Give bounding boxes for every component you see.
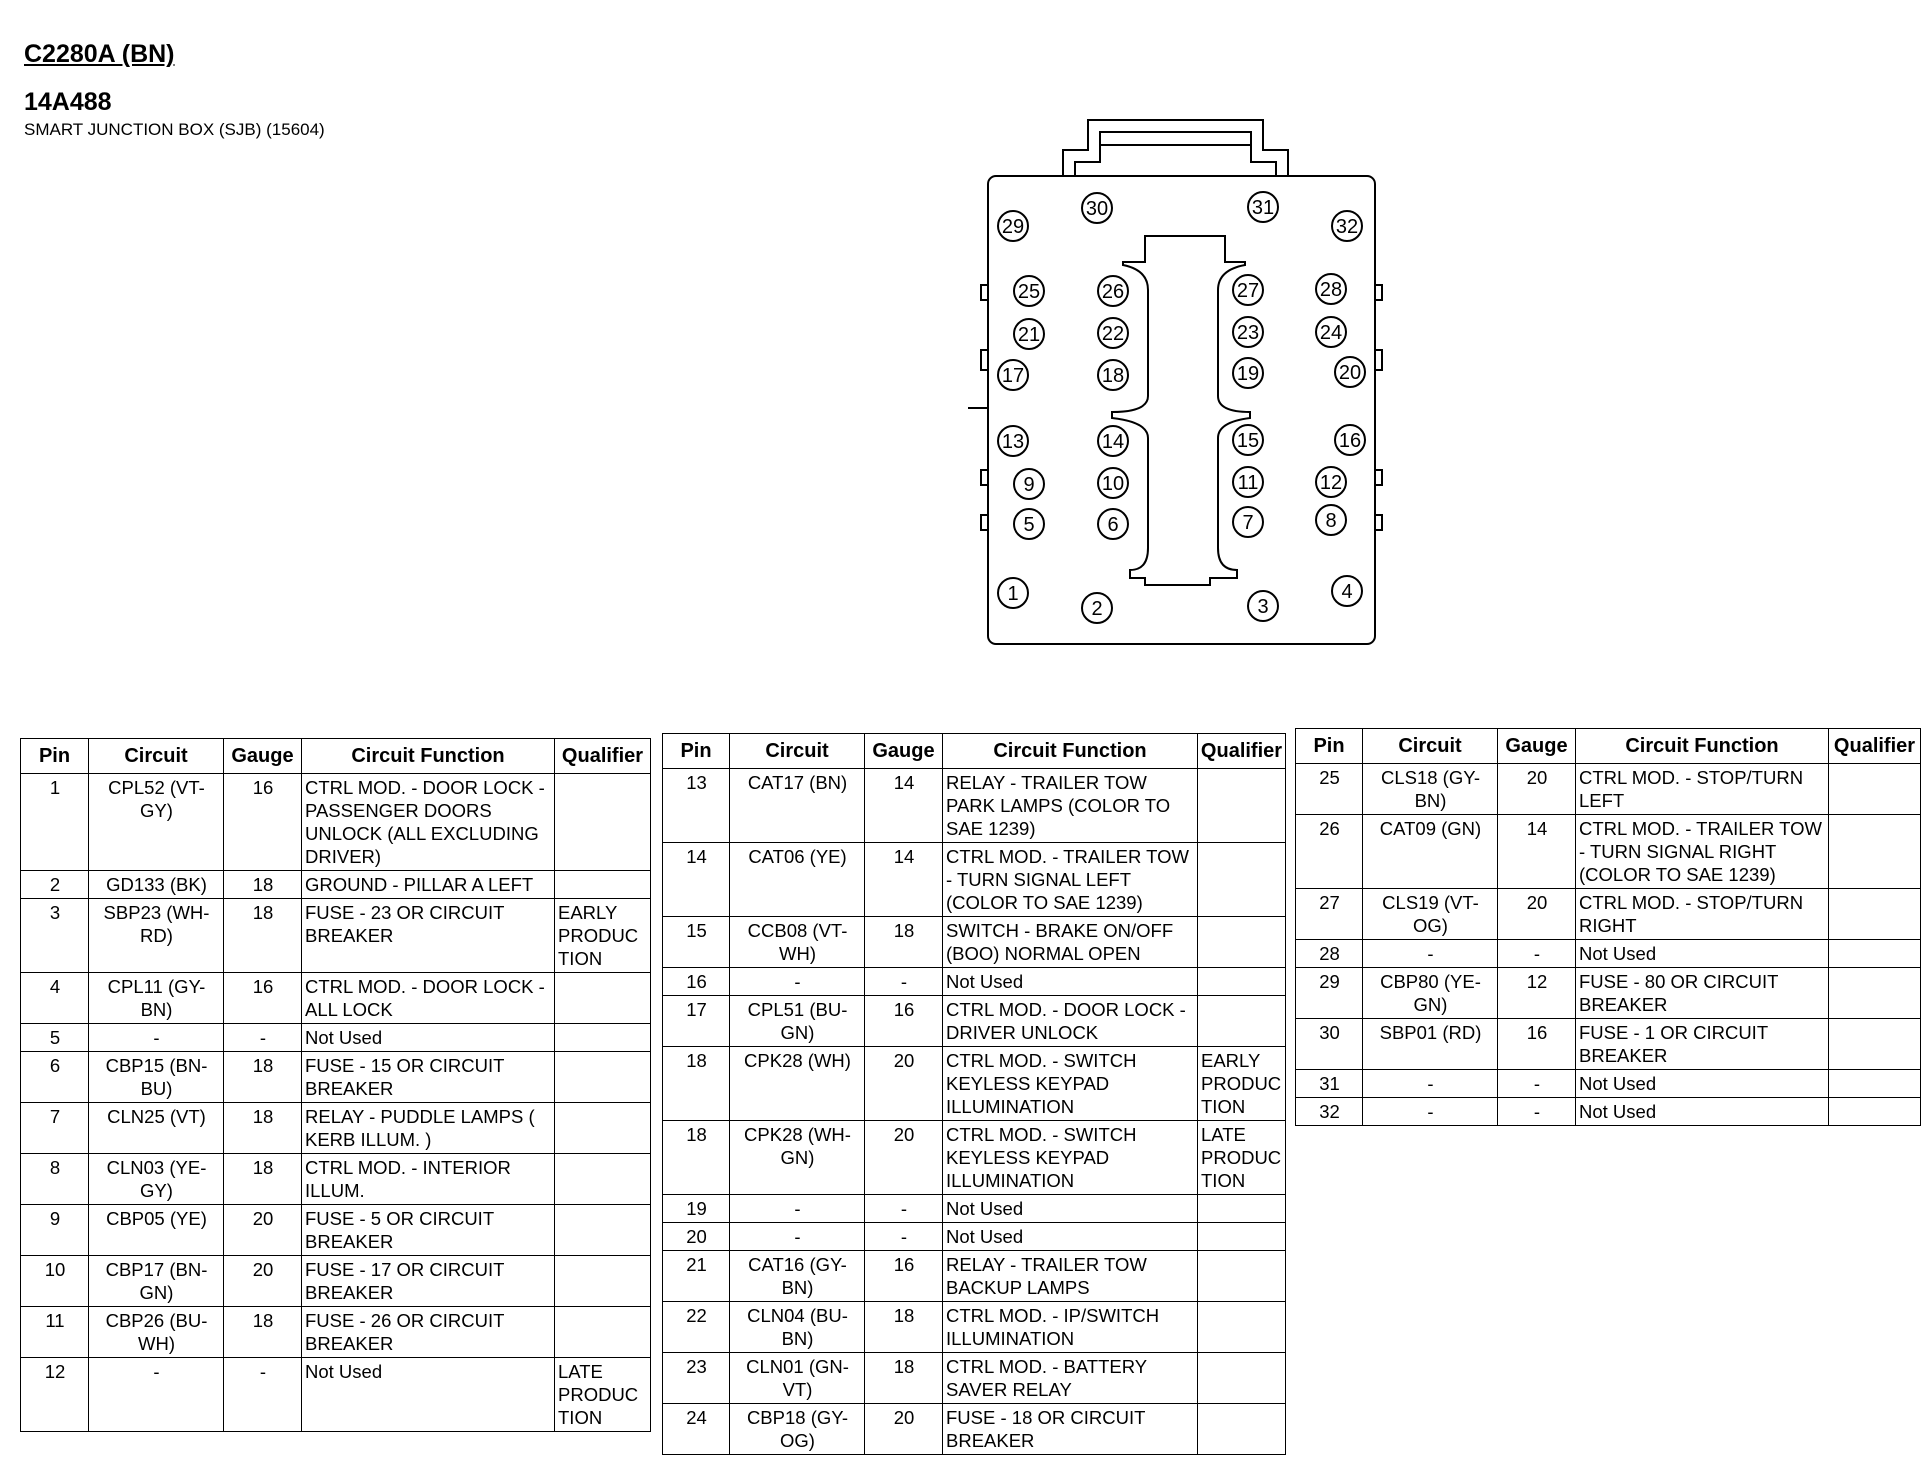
function-cell: CTRL MOD. - STOP/TURN RIGHT xyxy=(1576,889,1829,940)
circuit-cell: CAT09 (GN) xyxy=(1363,815,1498,889)
pin-cell: 1 xyxy=(21,774,89,871)
col-header-gauge: Gauge xyxy=(1498,729,1576,764)
circuit-cell: - xyxy=(730,1195,865,1223)
pin-number-label: 20 xyxy=(1338,362,1362,384)
pin-cell: 24 xyxy=(663,1404,730,1455)
col-header-function: Circuit Function xyxy=(1576,729,1829,764)
pin-cell: 18 xyxy=(663,1047,730,1121)
pin-number-label: 26 xyxy=(1101,281,1125,303)
function-cell: SWITCH - BRAKE ON/OFF (BOO) NORMAL OPEN xyxy=(943,917,1198,968)
pin-2-circle xyxy=(1082,593,1112,623)
pin-cell: 31 xyxy=(1296,1070,1363,1098)
pin-number-label: 5 xyxy=(1023,514,1035,536)
gauge-cell: 16 xyxy=(865,1251,943,1302)
pin-number-label: 31 xyxy=(1251,197,1275,219)
qualifier-cell xyxy=(1829,1070,1921,1098)
pin-cell: 28 xyxy=(1296,940,1363,968)
circuit-cell: SBP23 (WH-RD) xyxy=(89,899,224,973)
function-cell: CTRL MOD. - STOP/TURN LEFT xyxy=(1576,764,1829,815)
qualifier-cell xyxy=(1829,889,1921,940)
gauge-cell: - xyxy=(224,1024,302,1052)
pin-32-circle xyxy=(1332,211,1362,241)
qualifier-cell xyxy=(1198,996,1286,1047)
pin-cell: 26 xyxy=(1296,815,1363,889)
gauge-cell: 20 xyxy=(1498,889,1576,940)
circuit-cell: CBP15 (BN-BU) xyxy=(89,1052,224,1103)
gauge-cell: 16 xyxy=(865,996,943,1047)
table-row xyxy=(21,1256,651,1307)
qualifier-cell xyxy=(1829,940,1921,968)
gauge-cell: 18 xyxy=(224,1154,302,1205)
col-header-gauge: Gauge xyxy=(865,734,943,769)
pin-number-label: 24 xyxy=(1319,322,1343,344)
table-row xyxy=(663,1404,1286,1455)
table-row xyxy=(1296,1098,1921,1126)
qualifier-cell xyxy=(555,1307,651,1358)
circuit-cell: CBP05 (YE) xyxy=(89,1205,224,1256)
pin-10-circle xyxy=(1098,468,1128,498)
circuit-cell: CLN01 (GN-VT) xyxy=(730,1353,865,1404)
col-header-circuit: Circuit xyxy=(89,739,224,774)
function-cell: FUSE - 26 OR CIRCUIT BREAKER xyxy=(302,1307,555,1358)
pin-number-label: 11 xyxy=(1237,472,1259,494)
pin-cell: 9 xyxy=(21,1205,89,1256)
qualifier-cell xyxy=(1198,843,1286,917)
gauge-cell: 14 xyxy=(865,769,943,843)
pin-cell: 30 xyxy=(1296,1019,1363,1070)
circuit-cell: CLN03 (YE-GY) xyxy=(89,1154,224,1205)
table-row xyxy=(663,1121,1286,1195)
pin-8-circle xyxy=(1316,505,1346,535)
pin-9-circle xyxy=(1014,469,1044,499)
circuit-cell: CAT17 (BN) xyxy=(730,769,865,843)
pin-number-label: 8 xyxy=(1325,510,1337,532)
table-row xyxy=(663,968,1286,996)
pin-cell: 29 xyxy=(1296,968,1363,1019)
pin-cell: 4 xyxy=(21,973,89,1024)
pin-cell: 7 xyxy=(21,1103,89,1154)
connector-id: C2280A (BN) xyxy=(24,40,175,68)
pin-17-circle xyxy=(998,360,1028,390)
function-cell: Not Used xyxy=(1576,1098,1829,1126)
table-row xyxy=(663,1251,1286,1302)
pin-18-circle xyxy=(1098,360,1128,390)
qualifier-cell: LATE PRODUC TION xyxy=(555,1358,651,1432)
qualifier-cell: LATE PRODUC TION xyxy=(1198,1121,1286,1195)
circuit-cell: CCB08 (VT-WH) xyxy=(730,917,865,968)
function-cell: CTRL MOD. - IP/SWITCH ILLUMINATION xyxy=(943,1302,1198,1353)
pin-number-label: 14 xyxy=(1101,431,1125,453)
pinout-table-2 xyxy=(662,733,1286,1455)
circuit-cell: CBP18 (GY-OG) xyxy=(730,1404,865,1455)
pin-cell: 5 xyxy=(21,1024,89,1052)
table-row xyxy=(663,769,1286,843)
pin-23-circle xyxy=(1233,317,1263,347)
pin-number-label: 2 xyxy=(1091,598,1103,620)
pin-number-label: 10 xyxy=(1101,473,1125,495)
circuit-cell: CAT06 (YE) xyxy=(730,843,865,917)
pin-cell: 19 xyxy=(663,1195,730,1223)
gauge-cell: - xyxy=(865,1223,943,1251)
pin-19-circle xyxy=(1233,358,1263,388)
table-row xyxy=(21,871,651,899)
pin-cell: 25 xyxy=(1296,764,1363,815)
gauge-cell: - xyxy=(1498,1070,1576,1098)
connector-body xyxy=(988,176,1375,644)
pin-12-circle xyxy=(1316,467,1346,497)
gauge-cell: 14 xyxy=(1498,815,1576,889)
pin-cell: 3 xyxy=(21,899,89,973)
pin-5-circle xyxy=(1014,509,1044,539)
pin-13-circle xyxy=(998,426,1028,456)
qualifier-cell xyxy=(555,1154,651,1205)
qualifier-cell xyxy=(555,1256,651,1307)
qualifier-cell xyxy=(555,774,651,871)
pinout-table-1 xyxy=(20,738,651,1432)
pin-16-circle xyxy=(1335,425,1365,455)
gauge-cell: - xyxy=(1498,940,1576,968)
gauge-cell: 18 xyxy=(224,1103,302,1154)
pin-14-circle xyxy=(1098,426,1128,456)
function-cell: RELAY - TRAILER TOW PARK LAMPS (COLOR TO SAE 1239) xyxy=(943,769,1198,843)
pin-cell: 6 xyxy=(21,1052,89,1103)
qualifier-cell: EARLY PRODUC TION xyxy=(1198,1047,1286,1121)
circuit-cell: CPL51 (BU-GN) xyxy=(730,996,865,1047)
gauge-cell: 18 xyxy=(865,917,943,968)
table-row xyxy=(663,1353,1286,1404)
function-cell: CTRL MOD. - SWITCH KEYLESS KEYPAD ILLUMINATION xyxy=(943,1047,1198,1121)
pin-cell: 32 xyxy=(1296,1098,1363,1126)
gauge-cell: - xyxy=(865,1195,943,1223)
pin-cell: 10 xyxy=(21,1256,89,1307)
function-cell: Not Used xyxy=(302,1024,555,1052)
connector-face-diagram xyxy=(940,110,1400,660)
function-cell: CTRL MOD. - DOOR LOCK - PASSENGER DOORS UNLOCK (ALL EXCLUDING DRIVER) xyxy=(302,774,555,871)
col-header-pin: Pin xyxy=(663,734,730,769)
circuit-cell: CPK28 (WH-GN) xyxy=(730,1121,865,1195)
function-cell: RELAY - PUDDLE LAMPS ( KERB ILLUM. ) xyxy=(302,1103,555,1154)
table-row xyxy=(21,1358,651,1432)
function-cell: Not Used xyxy=(302,1358,555,1432)
pin-number-label: 3 xyxy=(1257,596,1269,618)
gauge-cell: - xyxy=(865,968,943,996)
table-row xyxy=(663,1302,1286,1353)
function-cell: Not Used xyxy=(943,1223,1198,1251)
pin-number-label: 15 xyxy=(1236,430,1260,452)
circuit-cell: CAT16 (GY-BN) xyxy=(730,1251,865,1302)
pin-3-circle xyxy=(1248,591,1278,621)
connector-latch xyxy=(1063,120,1288,176)
table-row xyxy=(21,774,651,871)
table-row xyxy=(1296,968,1921,1019)
pin-number-label: 28 xyxy=(1319,279,1343,301)
circuit-cell: SBP01 (RD) xyxy=(1363,1019,1498,1070)
table-row xyxy=(21,1052,651,1103)
table-row xyxy=(1296,1019,1921,1070)
circuit-cell: GD133 (BK) xyxy=(89,871,224,899)
table-row xyxy=(21,1307,651,1358)
pin-1-circle xyxy=(998,578,1028,608)
pin-number-label: 6 xyxy=(1107,514,1119,536)
pin-number-label: 18 xyxy=(1101,365,1125,387)
qualifier-cell xyxy=(1198,769,1286,843)
pin-cell: 14 xyxy=(663,843,730,917)
pin-number-label: 1 xyxy=(1007,583,1019,605)
pin-cell: 12 xyxy=(21,1358,89,1432)
function-cell: GROUND - PILLAR A LEFT xyxy=(302,871,555,899)
col-header-qualifier: Qualifier xyxy=(555,739,651,774)
circuit-cell: - xyxy=(89,1358,224,1432)
gauge-cell: 18 xyxy=(865,1302,943,1353)
qualifier-cell xyxy=(555,1024,651,1052)
function-cell: CTRL MOD. - SWITCH KEYLESS KEYPAD ILLUMINATION xyxy=(943,1121,1198,1195)
gauge-cell: 18 xyxy=(224,871,302,899)
qualifier-cell xyxy=(1198,1353,1286,1404)
qualifier-cell xyxy=(1829,968,1921,1019)
qualifier-cell xyxy=(555,871,651,899)
function-cell: CTRL MOD. - TRAILER TOW - TURN SIGNAL RIGHT (COLOR TO SAE 1239) xyxy=(1576,815,1829,889)
table-row xyxy=(663,843,1286,917)
pin-20-circle xyxy=(1335,357,1365,387)
qualifier-cell xyxy=(555,1103,651,1154)
gauge-cell: 20 xyxy=(224,1256,302,1307)
center-keyway xyxy=(1112,236,1250,585)
circuit-cell: CLN04 (BU-BN) xyxy=(730,1302,865,1353)
circuit-cell: - xyxy=(730,1223,865,1251)
circuit-cell: - xyxy=(89,1024,224,1052)
gauge-cell: 12 xyxy=(1498,968,1576,1019)
gauge-cell: 20 xyxy=(865,1121,943,1195)
function-cell: CTRL MOD. - TRAILER TOW - TURN SIGNAL LEFT (COLOR TO SAE 1239) xyxy=(943,843,1198,917)
pin-number-label: 22 xyxy=(1101,323,1125,345)
function-cell: FUSE - 5 OR CIRCUIT BREAKER xyxy=(302,1205,555,1256)
pin-25-circle xyxy=(1014,276,1044,306)
gauge-cell: 16 xyxy=(224,774,302,871)
pin-28-circle xyxy=(1316,274,1346,304)
pin-number-label: 4 xyxy=(1341,581,1353,603)
col-header-pin: Pin xyxy=(21,739,89,774)
function-cell: FUSE - 18 OR CIRCUIT BREAKER xyxy=(943,1404,1198,1455)
table-row xyxy=(663,917,1286,968)
pin-number-label: 29 xyxy=(1001,216,1025,238)
pin-26-circle xyxy=(1098,276,1128,306)
table-row xyxy=(663,1195,1286,1223)
pin-7-circle xyxy=(1233,507,1263,537)
pin-cell: 17 xyxy=(663,996,730,1047)
gauge-cell: 20 xyxy=(224,1205,302,1256)
circuit-cell: CLN25 (VT) xyxy=(89,1103,224,1154)
pin-number-label: 9 xyxy=(1023,474,1035,496)
table-row xyxy=(663,1047,1286,1121)
pin-15-circle xyxy=(1233,425,1263,455)
function-cell: FUSE - 80 OR CIRCUIT BREAKER xyxy=(1576,968,1829,1019)
pin-cell: 2 xyxy=(21,871,89,899)
pin-cell: 21 xyxy=(663,1251,730,1302)
table-row xyxy=(21,899,651,973)
pin-31-circle xyxy=(1248,192,1278,222)
gauge-cell: 20 xyxy=(1498,764,1576,815)
pin-number-label: 21 xyxy=(1017,324,1041,346)
function-cell: FUSE - 23 OR CIRCUIT BREAKER xyxy=(302,899,555,973)
table-row xyxy=(21,1154,651,1205)
qualifier-cell xyxy=(1198,1251,1286,1302)
pin-cell: 20 xyxy=(663,1223,730,1251)
pin-30-circle xyxy=(1082,193,1112,223)
pin-cell: 23 xyxy=(663,1353,730,1404)
table-row xyxy=(21,1205,651,1256)
pin-cell: 15 xyxy=(663,917,730,968)
table-row xyxy=(1296,940,1921,968)
function-cell: Not Used xyxy=(1576,1070,1829,1098)
circuit-cell: CPK28 (WH) xyxy=(730,1047,865,1121)
qualifier-cell: EARLY PRODUC TION xyxy=(555,899,651,973)
circuit-cell: CBP17 (BN-GN) xyxy=(89,1256,224,1307)
col-header-gauge: Gauge xyxy=(224,739,302,774)
gauge-cell: 20 xyxy=(865,1404,943,1455)
pin-cell: 22 xyxy=(663,1302,730,1353)
qualifier-cell xyxy=(1829,1098,1921,1126)
pin-number-label: 25 xyxy=(1017,281,1041,303)
qualifier-cell xyxy=(1829,815,1921,889)
circuit-cell: CBP26 (BU-WH) xyxy=(89,1307,224,1358)
pin-cell: 27 xyxy=(1296,889,1363,940)
table-row xyxy=(21,973,651,1024)
pin-number-label: 32 xyxy=(1335,216,1359,238)
circuit-cell: - xyxy=(1363,1098,1498,1126)
table-row xyxy=(21,1103,651,1154)
table-row xyxy=(663,1223,1286,1251)
gauge-cell: 18 xyxy=(224,899,302,973)
pin-22-circle xyxy=(1098,318,1128,348)
gauge-cell: 16 xyxy=(1498,1019,1576,1070)
pin-number-label: 27 xyxy=(1236,280,1260,302)
pin-number-label: 13 xyxy=(1001,431,1025,453)
pin-24-circle xyxy=(1316,317,1346,347)
col-header-pin: Pin xyxy=(1296,729,1363,764)
pin-cell: 16 xyxy=(663,968,730,996)
qualifier-cell xyxy=(1198,1302,1286,1353)
pin-number-label: 16 xyxy=(1338,430,1362,452)
part-number: 14A488 xyxy=(24,88,112,116)
pin-circles xyxy=(998,192,1365,623)
table-row xyxy=(1296,815,1921,889)
gauge-cell: 18 xyxy=(224,1052,302,1103)
pin-number-label: 12 xyxy=(1319,472,1343,494)
function-cell: Not Used xyxy=(943,968,1198,996)
table-row xyxy=(663,996,1286,1047)
table-row xyxy=(1296,889,1921,940)
pin-27-circle xyxy=(1233,275,1263,305)
pin-cell: 13 xyxy=(663,769,730,843)
table-row xyxy=(21,1024,651,1052)
circuit-cell: CPL11 (GY-BN) xyxy=(89,973,224,1024)
circuit-cell: CBP80 (YE-GN) xyxy=(1363,968,1498,1019)
pin-number-label: 19 xyxy=(1236,363,1260,385)
circuit-cell: - xyxy=(730,968,865,996)
table-row xyxy=(1296,764,1921,815)
col-header-qualifier: Qualifier xyxy=(1198,734,1286,769)
connector-latch-inner xyxy=(1075,132,1276,176)
qualifier-cell xyxy=(555,1205,651,1256)
pin-11-circle xyxy=(1233,467,1263,497)
qualifier-cell xyxy=(1198,917,1286,968)
gauge-cell: 18 xyxy=(865,1353,943,1404)
col-header-function: Circuit Function xyxy=(302,739,555,774)
pin-number-label: 23 xyxy=(1236,322,1260,344)
gauge-cell: 18 xyxy=(224,1307,302,1358)
pin-21-circle xyxy=(1014,319,1044,349)
circuit-cell: - xyxy=(1363,1070,1498,1098)
qualifier-cell xyxy=(555,973,651,1024)
circuit-cell: CPL52 (VT-GY) xyxy=(89,774,224,871)
gauge-cell: 20 xyxy=(865,1047,943,1121)
gauge-cell: 16 xyxy=(224,973,302,1024)
qualifier-cell xyxy=(1198,1223,1286,1251)
circuit-cell: CLS19 (VT-OG) xyxy=(1363,889,1498,940)
qualifier-cell xyxy=(1829,764,1921,815)
circuit-cell: - xyxy=(1363,940,1498,968)
pin-number-label: 17 xyxy=(1001,365,1025,387)
function-cell: Not Used xyxy=(943,1195,1198,1223)
qualifier-cell xyxy=(1198,968,1286,996)
qualifier-cell xyxy=(555,1052,651,1103)
function-cell: Not Used xyxy=(1576,940,1829,968)
pin-number-label: 30 xyxy=(1085,198,1109,220)
connector-description: SMART JUNCTION BOX (SJB) (15604) xyxy=(24,120,325,139)
col-header-circuit: Circuit xyxy=(730,734,865,769)
col-header-function: Circuit Function xyxy=(943,734,1198,769)
function-cell: RELAY - TRAILER TOW BACKUP LAMPS xyxy=(943,1251,1198,1302)
qualifier-cell xyxy=(1829,1019,1921,1070)
function-cell: CTRL MOD. - DOOR LOCK - ALL LOCK xyxy=(302,973,555,1024)
pin-cell: 18 xyxy=(663,1121,730,1195)
gauge-cell: 14 xyxy=(865,843,943,917)
col-header-qualifier: Qualifier xyxy=(1829,729,1921,764)
function-cell: CTRL MOD. - DOOR LOCK - DRIVER UNLOCK xyxy=(943,996,1198,1047)
function-cell: FUSE - 15 OR CIRCUIT BREAKER xyxy=(302,1052,555,1103)
pin-cell: 11 xyxy=(21,1307,89,1358)
pin-6-circle xyxy=(1098,509,1128,539)
function-cell: CTRL MOD. - INTERIOR ILLUM. xyxy=(302,1154,555,1205)
circuit-cell: CLS18 (GY-BN) xyxy=(1363,764,1498,815)
function-cell: CTRL MOD. - BATTERY SAVER RELAY xyxy=(943,1353,1198,1404)
pin-cell: 8 xyxy=(21,1154,89,1205)
function-cell: FUSE - 1 OR CIRCUIT BREAKER xyxy=(1576,1019,1829,1070)
gauge-cell: - xyxy=(224,1358,302,1432)
qualifier-cell xyxy=(1198,1195,1286,1223)
pin-number-label: 7 xyxy=(1242,512,1254,534)
gauge-cell: - xyxy=(1498,1098,1576,1126)
col-header-circuit: Circuit xyxy=(1363,729,1498,764)
qualifier-cell xyxy=(1198,1404,1286,1455)
pin-4-circle xyxy=(1332,576,1362,606)
table-row xyxy=(1296,1070,1921,1098)
function-cell: FUSE - 17 OR CIRCUIT BREAKER xyxy=(302,1256,555,1307)
pin-29-circle xyxy=(998,211,1028,241)
pinout-table-3 xyxy=(1295,728,1921,1126)
